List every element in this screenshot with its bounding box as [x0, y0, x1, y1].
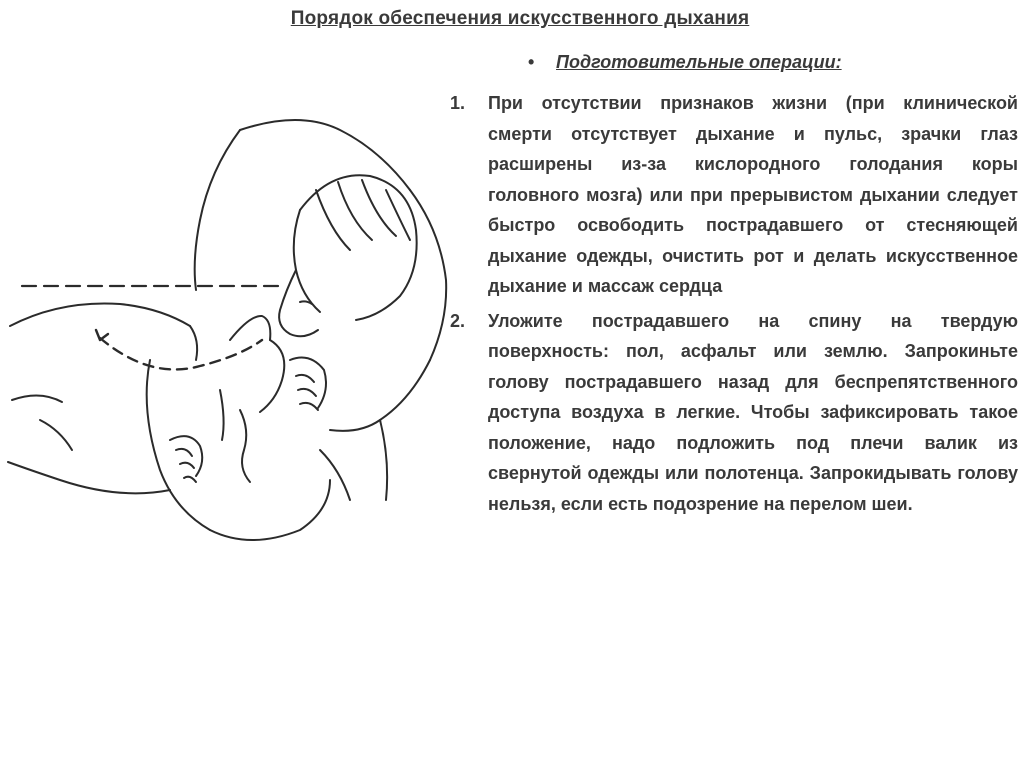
subtitle-row: [528, 52, 842, 73]
slide-title: Порядок обеспечения искусственного дыхания: [290, 8, 750, 29]
list-item-text: При отсутствии признаков жизни (при клинической смерти отсутствует дыхание и пульс, зрачки глаз расширены из-за кислородного голодания коры головного мозга) или при прерывистом дыхании следует быстро освободить пострадавшего от стесняющей дыхание одежды, очистить рот и делать искусственное дыхание и массаж сердца: [488, 93, 1018, 296]
subtitle-text: Подготовительные операции:: [556, 52, 842, 72]
list-item: [450, 306, 1018, 520]
bullet-icon: •: [528, 52, 535, 72]
list-item-number: 1.: [450, 93, 466, 113]
list-item-number: 2.: [450, 310, 466, 331]
instruction-list: [450, 88, 1018, 523]
list-item-text: Уложите пострадавшего на спину на твердую поверхность: пол, асфальт или землю. Запрокиньте голову пострадавшего назад для беспрепятственного доступа воздуха в легкие. Чтобы зафиксировать такое положение, надо подложить под плечи валик из свернутой одежды или полотенца. Запрокидывать голову нельзя, если есть подозрение на перелом шеи.: [488, 310, 1018, 514]
illustration-artificial-respiration: [0, 90, 460, 580]
list-item: [450, 88, 1018, 302]
